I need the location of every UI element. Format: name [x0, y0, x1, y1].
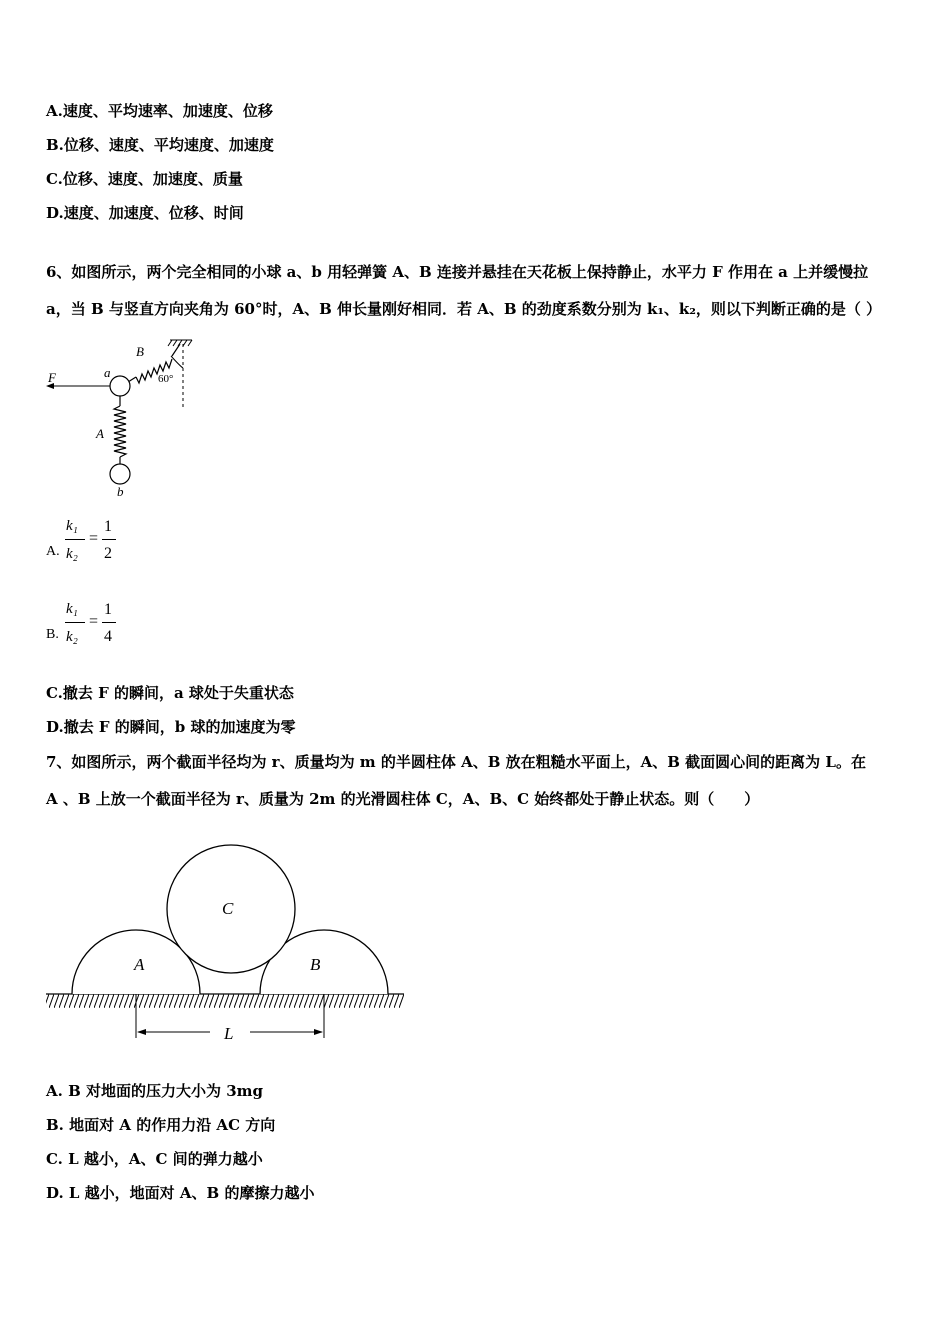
angle-arc [171, 356, 183, 368]
q6-option-d: D.撤去 F 的瞬间，b 球的加速度为零 [46, 718, 296, 736]
label-a: a [104, 365, 111, 380]
q7-option-b: B. 地面对 A 的作用力沿 AC 方向 [46, 1116, 276, 1134]
q6-option-a-label: A. [46, 544, 60, 559]
q6-option-b-rnum: 1 [104, 601, 112, 618]
label-A: A [96, 426, 104, 441]
q5-option-b: B.位移、速度、平均速度、加速度 [46, 136, 274, 154]
q5-option-d: D.速度、加速度、位移、时间 [46, 204, 244, 222]
ground-hatch [46, 994, 404, 1008]
label-B: B [136, 344, 144, 359]
q7-option-a: A. B 对地面的压力大小为 3mg [46, 1082, 264, 1100]
label-F: F [48, 370, 56, 385]
q6-option-b-bar [65, 622, 85, 623]
q7-stem-line2: A 、B 上放一个截面半径为 r、质量为 2m 的光滑圆柱体 C，A、B、C 始终都处于静止状态。则（ ） [46, 790, 760, 808]
dimension-arrow-left [137, 1029, 146, 1035]
q6-option-a-rnum: 1 [104, 518, 112, 535]
label-C: C [222, 899, 234, 918]
q6-stem-line2: a，当 B 与竖直方向夹角为 60°时，A、B 伸长量刚好相同．若 A、B 的劲度系数分别为 k₁、k₂，则以下判断正确的是（ ） [46, 300, 882, 318]
label-b: b [117, 484, 124, 499]
ball-b [110, 464, 130, 484]
q6-option-b-label: B. [46, 627, 59, 642]
q6-option-a-den: k₂ [66, 546, 78, 562]
label-A: A [134, 955, 145, 974]
q6-option-a-rbar [102, 539, 116, 540]
label-angle: 60° [158, 373, 174, 385]
q6-option-a-bar [65, 539, 85, 540]
q6-spring-figure [44, 334, 196, 500]
dimension-arrow-right [314, 1029, 323, 1035]
spring-a [114, 396, 126, 464]
q7-option-c: C. L 越小，A、C 间的弹力越小 [46, 1150, 263, 1168]
q6-option-b-rden: 4 [104, 628, 112, 645]
q6-option-a-num: k₁ [66, 518, 78, 534]
q7-option-d: D. L 越小，地面对 A、B 的摩擦力越小 [46, 1184, 315, 1202]
q6-option-b-num: k₁ [66, 601, 78, 617]
q6-option-c: C.撤去 F 的瞬间，a 球处于失重状态 [46, 684, 294, 702]
label-B: B [310, 955, 321, 974]
q5-option-a: A.速度、平均速率、加速度、位移 [46, 102, 273, 120]
q6-option-b-rbar [102, 622, 116, 623]
q6-option-a-rden: 2 [104, 545, 112, 562]
q6-stem-line1: 6、如图所示，两个完全相同的小球 a、b 用轻弹簧 A、B 连接并悬挂在天花板上保持静止，水平力 F 作用在 a 上并缓慢拉 [46, 263, 869, 281]
q6-option-b-eq: = [89, 613, 99, 630]
q5-option-c: C.位移、速度、加速度、质量 [46, 170, 243, 188]
q6-option-a-eq: = [89, 530, 99, 547]
label-L: L [224, 1024, 234, 1043]
q7-cylinder-figure [44, 840, 408, 1050]
q7-stem-line1: 7、如图所示，两个截面半径均为 r、质量均为 m 的半圆柱体 A、B 放在粗糙水平面上，A、B 截面圆心间的距离为 L。在 [46, 753, 866, 771]
ceiling-hatch [168, 340, 192, 346]
q6-option-b-den: k₂ [66, 629, 78, 645]
ball-a [110, 376, 130, 396]
